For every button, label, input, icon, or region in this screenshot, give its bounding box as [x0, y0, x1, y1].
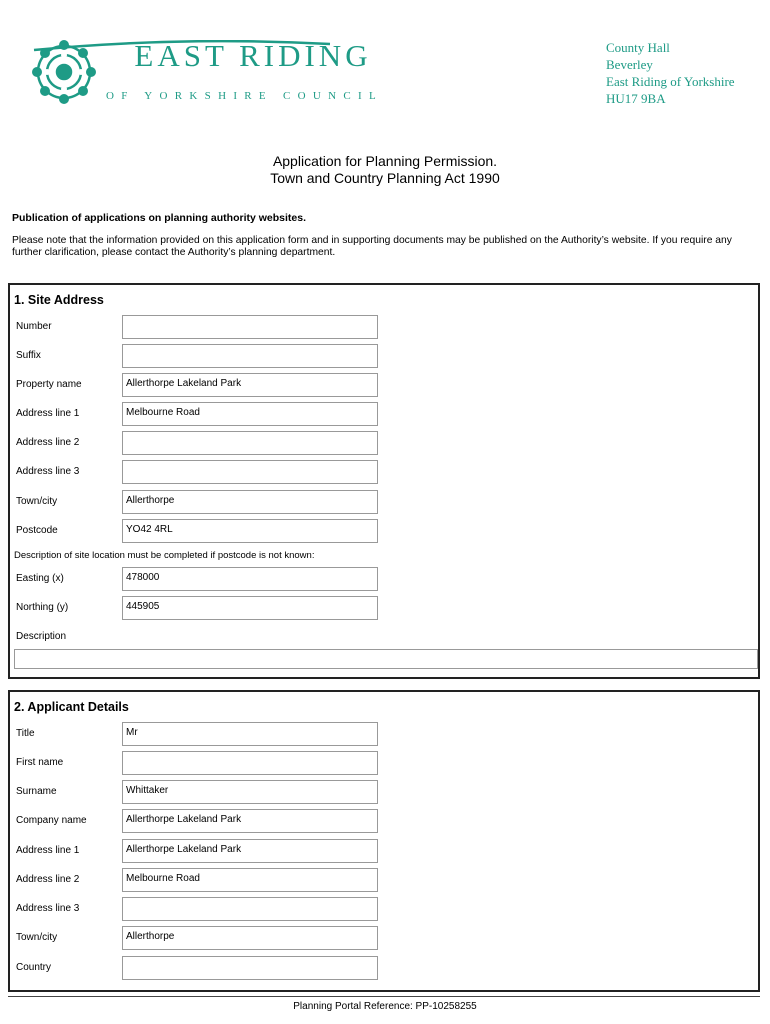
publication-text: Please note that the information provided on this application form and in supporting documents may be published on the Authority’s website. If you require any further clarification, please contact the Authority’s planning department. [12, 235, 732, 258]
field-label: Town/city [16, 932, 58, 943]
field-label: Town/city [16, 496, 58, 507]
address-line: County Hall [606, 40, 670, 55]
field-label: Number [16, 321, 52, 332]
field-label: Address line 1 [16, 845, 80, 856]
field-row [10, 868, 758, 892]
site-address-section [8, 283, 760, 679]
section-title: 1. Site Address [14, 293, 104, 307]
logo-title: EAST RIDING [134, 38, 372, 73]
publication-heading: Publication of applications on planning authority websites. [12, 212, 307, 224]
field-row [10, 751, 758, 775]
field-label: Address line 3 [16, 903, 80, 914]
section-title: 2. Applicant Details [14, 700, 129, 714]
address-line-2-field[interactable] [122, 431, 378, 455]
field-label: Address line 2 [16, 437, 80, 448]
first-name-field[interactable] [122, 751, 378, 775]
field-label: Address line 3 [16, 466, 80, 477]
field-row [10, 315, 758, 339]
country-field[interactable] [122, 956, 378, 980]
address-line-3-field[interactable] [122, 460, 378, 484]
title-line-2: Town and Country Planning Act 1990 [270, 170, 500, 186]
address-line: East Riding of Yorkshire [606, 74, 735, 89]
field-row [10, 722, 758, 746]
company-name-field[interactable]: Allerthorpe Lakeland Park [122, 809, 378, 833]
number-field[interactable] [122, 315, 378, 339]
town-city-field[interactable]: Allerthorpe [122, 926, 378, 950]
address-line-1-field[interactable]: Allerthorpe Lakeland Park [122, 839, 378, 863]
field-label: Northing (y) [16, 602, 69, 613]
field-row [10, 897, 758, 921]
field-label: Surname [16, 786, 57, 797]
field-row [10, 956, 758, 980]
address-line: Beverley [606, 57, 653, 72]
field-label: Suffix [16, 350, 41, 361]
suffix-field[interactable] [122, 344, 378, 368]
field-row [10, 460, 758, 484]
field-row [10, 431, 758, 455]
field-label: Country [16, 962, 52, 973]
address-line-3-field[interactable] [122, 897, 378, 921]
postcode-field[interactable]: YO42 4RL [122, 519, 378, 543]
town-city-field[interactable]: Allerthorpe [122, 490, 378, 514]
field-label: Property name [16, 379, 82, 390]
field-label: Description [16, 631, 67, 642]
field-label: Company name [16, 815, 87, 826]
field-row [10, 402, 758, 426]
northing-field[interactable]: 445905 [122, 596, 378, 620]
field-row [10, 373, 758, 397]
field-row [10, 809, 758, 833]
council-logo [32, 40, 392, 108]
portal-reference: Planning Portal Reference: PP-10258255 [293, 1001, 477, 1012]
field-row [10, 926, 758, 950]
field-row [10, 490, 758, 514]
title-line-1: Application for Planning Permission. [272, 153, 498, 169]
address-line-1-field[interactable]: Melbourne Road [122, 402, 378, 426]
easting-field[interactable]: 478000 [122, 567, 378, 591]
address-line: HU17 9BA [606, 91, 666, 106]
field-row [10, 780, 758, 804]
applicant-details-section [8, 690, 760, 992]
field-row [10, 625, 758, 649]
location-note: Description of site location must be completed if postcode is not known: [14, 550, 315, 561]
field-row [10, 839, 758, 863]
surname-field[interactable]: Whittaker [122, 780, 378, 804]
address-line-2-field[interactable]: Melbourne Road [122, 868, 378, 892]
field-label: Address line 2 [16, 874, 80, 885]
field-row [10, 519, 758, 543]
property-name-field[interactable]: Allerthorpe Lakeland Park [122, 373, 378, 397]
footer-divider [8, 996, 760, 997]
field-row [10, 567, 758, 591]
field-label: Postcode [16, 525, 58, 536]
logo-swoosh-icon [32, 40, 332, 52]
field-label: Easting (x) [16, 573, 64, 584]
field-label: Address line 1 [16, 408, 80, 419]
field-label: Title [16, 728, 35, 739]
description-field[interactable] [14, 649, 758, 669]
title-field[interactable]: Mr [122, 722, 378, 746]
document-title [0, 153, 770, 187]
field-row [10, 344, 758, 368]
field-row [10, 596, 758, 620]
council-address [606, 39, 735, 107]
logo-subtitle: OF YORKSHIRE COUNCIL [106, 90, 383, 102]
field-label: First name [16, 757, 64, 768]
